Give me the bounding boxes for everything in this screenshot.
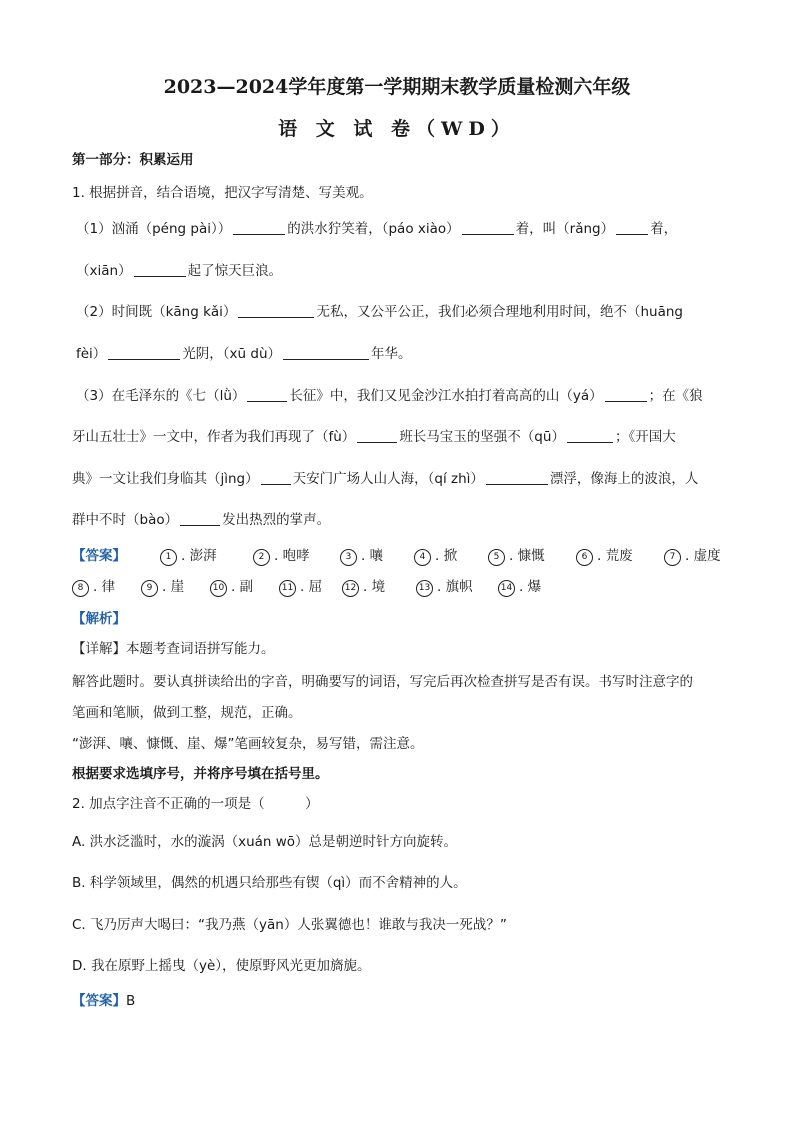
answer-blank[interactable] <box>180 511 220 526</box>
answer-word: . 副 <box>231 579 254 595</box>
q1-part3-line2: 牙山五壮士》一文中，作者为我们再现了（fù） 班长马宝玉的坚强不（qū） ；《开国大 <box>72 429 676 445</box>
answer-word: . 荒废 <box>597 548 633 564</box>
answer-word: . 境 <box>363 579 386 595</box>
q1-part2-line2: fèi） 光阴，（xū dù） 年华。 <box>76 346 412 362</box>
answer-blank[interactable] <box>605 387 647 402</box>
q1-part1-line2: （xiān） 起了惊天巨浪。 <box>76 263 283 279</box>
detail-text: 本题考查词语拼写能力。 <box>126 641 275 657</box>
answer-number: 12 <box>342 580 359 597</box>
explain-line-1: 解答此题时。要认真拼读给出的字音，明确要写的词语，写完后再次检查拼写是否有误。书写时注意字的 <box>72 674 693 690</box>
answer-item <box>210 578 253 597</box>
answer-item <box>279 578 322 597</box>
q2-option-c[interactable]: C. 飞乃厉声大喝曰：“我乃燕（yān）人张翼德也！谁敢与我决一死战？” <box>72 917 507 933</box>
section-heading: 第一部分：积累运用 <box>72 152 194 168</box>
answer-blank[interactable] <box>261 470 291 485</box>
answer-word: . 律 <box>93 579 116 595</box>
q2-option-d[interactable]: D. 我在原野上摇曳（yè），使原野风光更加旖旎。 <box>72 958 371 974</box>
answer-item <box>253 547 310 566</box>
answer-word: . 咆哮 <box>274 548 310 564</box>
answer-blank[interactable] <box>233 220 285 235</box>
answer-item <box>72 578 115 597</box>
answer-blank[interactable] <box>283 345 369 360</box>
answer-number: 14 <box>498 580 515 597</box>
q2-answer-line <box>72 992 135 1010</box>
answer-number: 1 <box>160 549 177 566</box>
answer-word: . 崖 <box>162 579 185 595</box>
answer-number: 11 <box>279 580 296 597</box>
answer-blank[interactable] <box>357 428 397 443</box>
answer-number: 3 <box>340 549 357 566</box>
answer-blank[interactable] <box>134 262 186 277</box>
instruction: 根据要求选填序号，并将序号填在括号里。 <box>72 766 329 782</box>
answer-item <box>160 547 217 566</box>
answer-item <box>340 547 383 566</box>
answer-number: 9 <box>141 580 158 597</box>
answer-tag: 【答案】 <box>72 993 126 1009</box>
answer-word: . 慷慨 <box>509 548 545 564</box>
explain-line-2: 笔画和笔顺，做到工整，规范，正确。 <box>72 705 302 721</box>
answer-blank[interactable] <box>238 303 314 318</box>
q2-option-a[interactable]: A. 洪水泛滥时，水的漩涡（xuán wō）总是朝逆时针方向旋转。 <box>72 834 458 850</box>
question-1-stem: 1. 根据拼音，结合语境，把汉字写清楚、写美观。 <box>72 185 373 201</box>
answer-item <box>141 578 184 597</box>
analysis-tag: 【解析】 <box>72 611 126 627</box>
question-2-stem: 2. 加点字注音不正确的一项是（ ） <box>72 796 319 812</box>
answer-number: 7 <box>664 549 681 566</box>
answer-item <box>664 547 721 566</box>
q2-answer: B <box>126 993 136 1009</box>
answer-item <box>488 547 545 566</box>
q1-part2-line1: （2）时间既（kāng kǎi） 无私，又公平公正，我们必须合理地利用时间，绝不（huāng <box>76 304 683 320</box>
answer-blank[interactable] <box>567 428 613 443</box>
answer-number: 10 <box>210 580 227 597</box>
answer-blank[interactable] <box>616 220 648 235</box>
q2-option-b[interactable]: B. 科学领域里，偶然的机遇只给那些有锲（qì）而不舍精神的人。 <box>72 875 467 891</box>
answer-word: . 虚度 <box>685 548 721 564</box>
exam-title: 2023—2024学年度第一学期期末教学质量检测六年级 <box>163 76 631 98</box>
answer-word: . 旗帜 <box>437 579 473 595</box>
exam-subtitle: 语 文 试 卷（WD） <box>278 118 516 140</box>
q1-part3-line3: 典》一文让我们身临其（jìng） 天安门广场人山人海，（qí zhì） 漂浮，像海上的波浪，人 <box>72 471 699 487</box>
answer-word: . 掀 <box>435 548 458 564</box>
answer-item <box>498 578 541 597</box>
answer-word: . 爆 <box>519 579 542 595</box>
answer-blank[interactable] <box>108 345 180 360</box>
answer-number: 5 <box>488 549 505 566</box>
detail-tag: 【详解】 <box>72 641 126 657</box>
answer-blank[interactable] <box>247 387 287 402</box>
answer-number: 8 <box>72 580 89 597</box>
answer-number: 2 <box>253 549 270 566</box>
answer-item <box>416 578 473 597</box>
q1-part3-line1: （3）在毛泽东的《七（lǜ） 长征》中，我们又见金沙江水拍打着高高的山（yá） ；在《狼 <box>76 388 703 404</box>
answer-item <box>342 578 385 597</box>
q1-part1-line1: （1）汹涌（péng pài）） 的洪水狞笑着，（páo xiào） 着，叫（rǎng） 着， <box>76 221 678 237</box>
answer-tag: 【答案】 <box>72 548 126 564</box>
answer-word: . 屈 <box>300 579 323 595</box>
answer-item <box>414 547 457 566</box>
answer-blank[interactable] <box>486 470 548 485</box>
answer-item <box>576 547 633 566</box>
detail-line <box>72 640 275 658</box>
answer-word: . 嚷 <box>361 548 384 564</box>
answer-number: 6 <box>576 549 593 566</box>
answer-word: . 澎湃 <box>181 548 217 564</box>
explain-line-3: “澎湃、嚷、慷慨、崖、爆”笔画较复杂，易写错，需注意。 <box>72 736 424 752</box>
answer-number: 13 <box>416 580 433 597</box>
answer-blank[interactable] <box>462 220 514 235</box>
answer-number: 4 <box>414 549 431 566</box>
q1-part3-line4: 群中不时（bào） 发出热烈的掌声。 <box>72 512 331 528</box>
